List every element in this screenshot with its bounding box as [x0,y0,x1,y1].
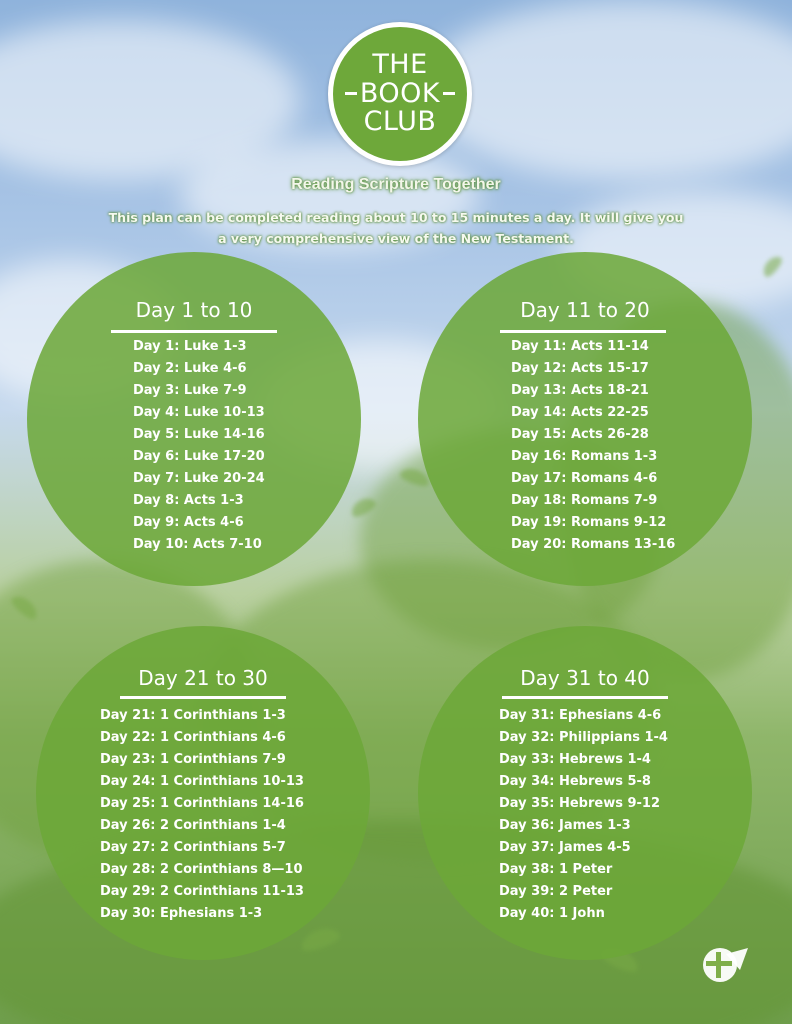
list-item: Day 22: 1 Corinthians 4-6 [100,730,286,745]
list-item: Day 6: Luke 17-20 [133,449,265,464]
list-item: Day 2: Luke 4-6 [133,361,247,376]
logo-badge [333,27,467,161]
list-item: Day 3: Luke 7-9 [133,383,247,398]
list-item: Day 27: 2 Corinthians 5-7 [100,840,286,855]
logo-text-book-row [345,77,455,109]
list-item: Day 31: Ephesians 4-6 [499,708,662,723]
reading-list [511,336,675,556]
list-item: Day 38: 1 Peter [499,862,613,877]
list-item: Day 5: Luke 14-16 [133,427,265,442]
logo-text-book: BOOK [359,77,441,109]
title-underline [500,330,666,333]
list-item: Day 25: 1 Corinthians 14-16 [100,796,304,811]
list-item: Day 39: 2 Peter [499,884,613,899]
list-item: Day 21: 1 Corinthians 1-3 [100,708,286,723]
title-underline [120,696,286,699]
list-item: Day 23: 1 Corinthians 7-9 [100,752,286,767]
book-club-logo [328,22,472,166]
list-item: Day 20: Romans 13-16 [511,537,676,552]
list-item: Day 37: James 4-5 [499,840,631,855]
list-item: Day 24: 1 Corinthians 10-13 [100,774,304,789]
section-title: Day 1 to 10 [135,298,253,322]
section-circle-day-31-to-40 [418,626,752,960]
logo-text-club: CLUB [363,106,437,138]
reading-list [133,336,265,556]
list-item: Day 13: Acts 18-21 [511,383,649,398]
title-underline [502,696,668,699]
list-item: Day 40: 1 John [499,906,605,921]
list-item: Day 10: Acts 7-10 [133,537,262,552]
intro-line-2: a very comprehensive view of the New Testament. [218,231,574,246]
logo-dash-right [443,92,455,95]
list-item: Day 36: James 1-3 [499,818,631,833]
list-item: Day 33: Hebrews 1-4 [499,752,651,767]
list-item: Day 4: Luke 10-13 [133,405,265,420]
list-item: Day 7: Luke 20-24 [133,471,265,486]
title-underline [111,330,277,333]
list-item: Day 29: 2 Corinthians 11-13 [100,884,304,899]
reading-list [100,705,304,925]
list-item: Day 1: Luke 1-3 [133,339,247,354]
section-circle-day-11-to-20 [418,252,752,586]
list-item: Day 14: Acts 22-25 [511,405,649,420]
list-item: Day 30: Ephesians 1-3 [100,906,263,921]
logo-dash-left [345,92,357,95]
section-title: Day 11 to 20 [520,298,650,322]
list-item: Day 9: Acts 4-6 [133,515,244,530]
section-circle-day-1-to-10 [27,252,361,586]
tagline: Reading Scripture Together [291,176,501,193]
list-item: Day 12: Acts 15-17 [511,361,649,376]
intro-text [80,207,712,249]
list-item: Day 8: Acts 1-3 [133,493,244,508]
brand-logo-icon [696,944,748,984]
list-item: Day 32: Philippians 1-4 [499,730,668,745]
intro-line-1: This plan can be completed reading about 10 to 15 minutes a day. It will give you [108,210,684,225]
section-title: Day 21 to 30 [138,666,268,690]
list-item: Day 19: Romans 9-12 [511,515,667,530]
list-item: Day 34: Hebrews 5-8 [499,774,651,789]
section-title: Day 31 to 40 [520,666,650,690]
list-item: Day 35: Hebrews 9-12 [499,796,661,811]
list-item: Day 28: 2 Corinthians 8—10 [100,862,303,877]
list-item: Day 15: Acts 26-28 [511,427,649,442]
list-item: Day 11: Acts 11-14 [511,339,649,354]
list-item: Day 17: Romans 4-6 [511,471,658,486]
logo-text-the: THE [372,49,428,81]
list-item: Day 18: Romans 7-9 [511,493,658,508]
reading-list [499,705,668,925]
list-item: Day 26: 2 Corinthians 1-4 [100,818,286,833]
list-item: Day 16: Romans 1-3 [511,449,658,464]
section-circle-day-21-to-30 [36,626,370,960]
